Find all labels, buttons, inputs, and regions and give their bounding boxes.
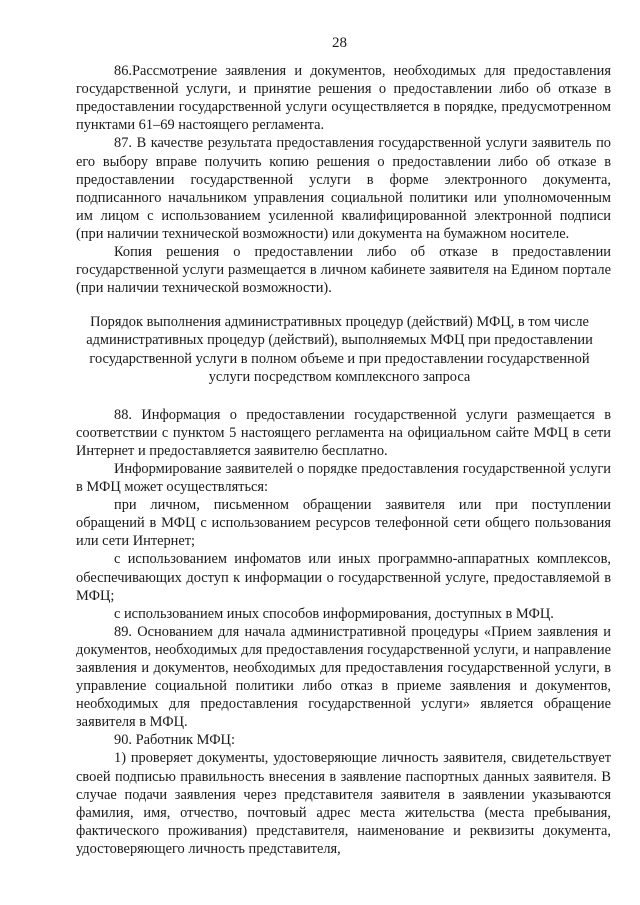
paragraph-informing-other: с использованием иных способов информирования, доступных в МФЦ. xyxy=(114,605,554,622)
paragraph-90: 90. Работник МФЦ: xyxy=(114,732,235,749)
paragraph-informing: Информирование заявителей о порядке предоставления государственной услуги в МФЦ может осуществляться: xyxy=(76,460,611,496)
paragraph-90-item-1: 1) проверяет документы, удостоверяющие личность заявителя, свидетельствует своей подписью правильность внесения в заявление паспортных данных заявителя. В случае подачи заявления через представителя заявителя в заявлении указываются фамилия, имя, отчество, почтовый адрес места жительства (места пребывания, фактического проживания) представителя, наименование и реквизиты документа, удостоверяющего личность представителя, xyxy=(76,750,611,857)
paragraph-87-copy: Копия решения о предоставлении либо об отказе в предоставлении государственной услуги размещается в личном кабинете заявителя на Едином портале (при наличии технической возможности). xyxy=(76,244,611,297)
paragraph-88: 88. Информация о предоставлении государственной услуги размещается в соответствии с пунктом 5 настоящего регламента на официальном сайте МФЦ в сети Интернет и предоставляется заявителю бесплатно. xyxy=(76,406,611,459)
section-heading: Порядок выполнения административных процедур (действий) МФЦ, в том числе административных процедур (действий), выполняемых МФЦ при предоставлении государственной услуги в полном объеме и при предоставлении государственной услуги посредством комплексного запроса xyxy=(86,314,593,385)
paragraph-89: 89. Основанием для начала административной процедуры «Прием заявления и документов, необходимых для предоставления государственной услуги, и направление заявления и документов, необходимых для предоставления государственной услуги, в управление социальной политики либо отказ в приеме заявления и документов, необходимых для предоставления государственной услуги» является обращение заявителя в МФЦ. xyxy=(76,623,611,731)
paragraph-informing-personal: при личном, письменном обращении заявителя или при поступлении обращений в МФЦ с использованием ресурсов телефонной сети общего пользования или сети Интернет; xyxy=(76,497,611,550)
paragraph-informing-infomats: с использованием инфоматов или иных программно-аппаратных комплексов, обеспечивающих доступ к информации о государственной услуге, предоставляемой в МФЦ; xyxy=(76,551,611,604)
document-page xyxy=(76,34,611,858)
paragraph-87: 87. В качестве результата предоставления государственной услуги заявитель по его выбору вправе получить копию решения о предоставлении либо об отказе в предоставлении государственной услуги в форме электронного документа, подписанного начальником управления социальной политики или уполномоченным им лицом с использованием усиленной квалифицированной электронной подписи (при наличии технической возможности) или документа на бумажном носителе. xyxy=(76,135,611,242)
paragraph-86: 86.Рассмотрение заявления и документов, необходимых для предоставления государственной услуги, и принятие решения о предоставлении либо об отказе в предоставлении государственной услуги осуществляется в порядке, предусмотренном пунктами 61–69 настоящего регламента. xyxy=(76,63,611,134)
page-number: 28 xyxy=(332,35,347,51)
